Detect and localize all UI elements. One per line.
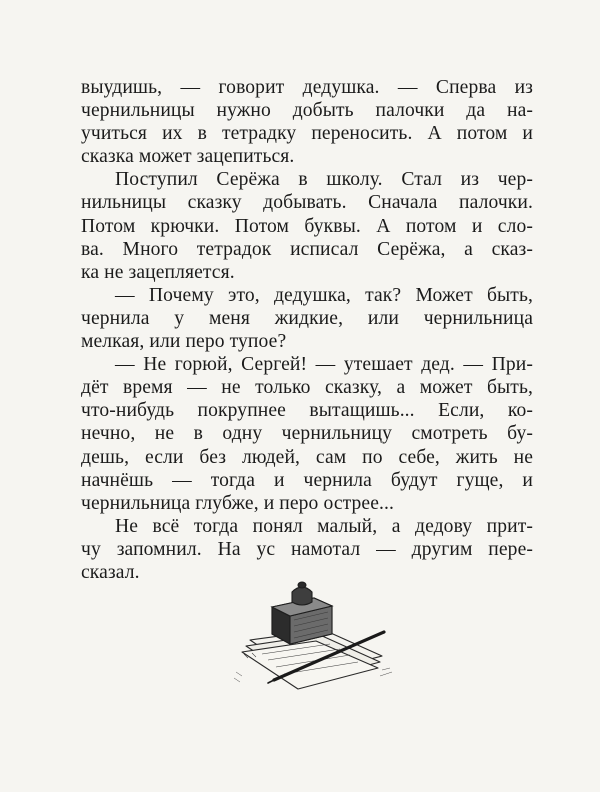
text-line: — Не горюй, Сергей! — утешает дед. — При-	[115, 354, 533, 376]
inkwell-paper-pen-icon	[232, 572, 402, 692]
text-line: Не всё тогда понял малый, а дедову прит-	[115, 515, 533, 537]
text-line: дёт время — не только сказку, а может быть,	[81, 377, 533, 399]
text-line: начнёшь — тогда и чернила будут гуще, и	[81, 469, 533, 491]
text-line: нечно, не в одну чернильницу смотреть бу-	[81, 423, 533, 445]
text-line: выудишь, — говорит дедушка. — Сперва из	[81, 77, 533, 98]
text-line: сказка может зацепиться.	[81, 146, 295, 168]
text-line: нильницы сказку добывать. Сначала палочки.	[81, 192, 533, 214]
text-line: сказал.	[81, 561, 140, 583]
text-line: Потом крючки. Потом буквы. А потом и сло-	[81, 215, 533, 237]
text-line: мелкая, или перо тупое?	[81, 331, 287, 353]
text-line: чу запомнил. На ус намотал — другим пере-	[81, 538, 533, 560]
story-text	[81, 76, 533, 584]
text-line: дешь, если без людей, сам по себе, жить не	[81, 446, 533, 468]
inkwell	[272, 582, 332, 644]
text-line: чернила у меня жидкие, или чернильница	[81, 307, 533, 329]
text-line: что-нибудь покрупнее вытащишь... Если, ко-	[81, 400, 533, 422]
text-line: ва. Много тетрадок исписал Серёжа, а сказ-	[81, 238, 533, 260]
text-line: чернильницы нужно добыть палочки да на-	[81, 100, 533, 122]
text-line: учиться их в тетрадку переносить. А потом и	[81, 123, 533, 145]
text-line: — Почему это, дедушка, так? Может быть,	[115, 284, 533, 306]
text-line: чернильница глубже, и перо острее...	[81, 492, 395, 514]
text-line: Поступил Серёжа в школу. Стал из чер-	[115, 169, 533, 191]
text-line: ка не зацепляется.	[81, 261, 235, 283]
